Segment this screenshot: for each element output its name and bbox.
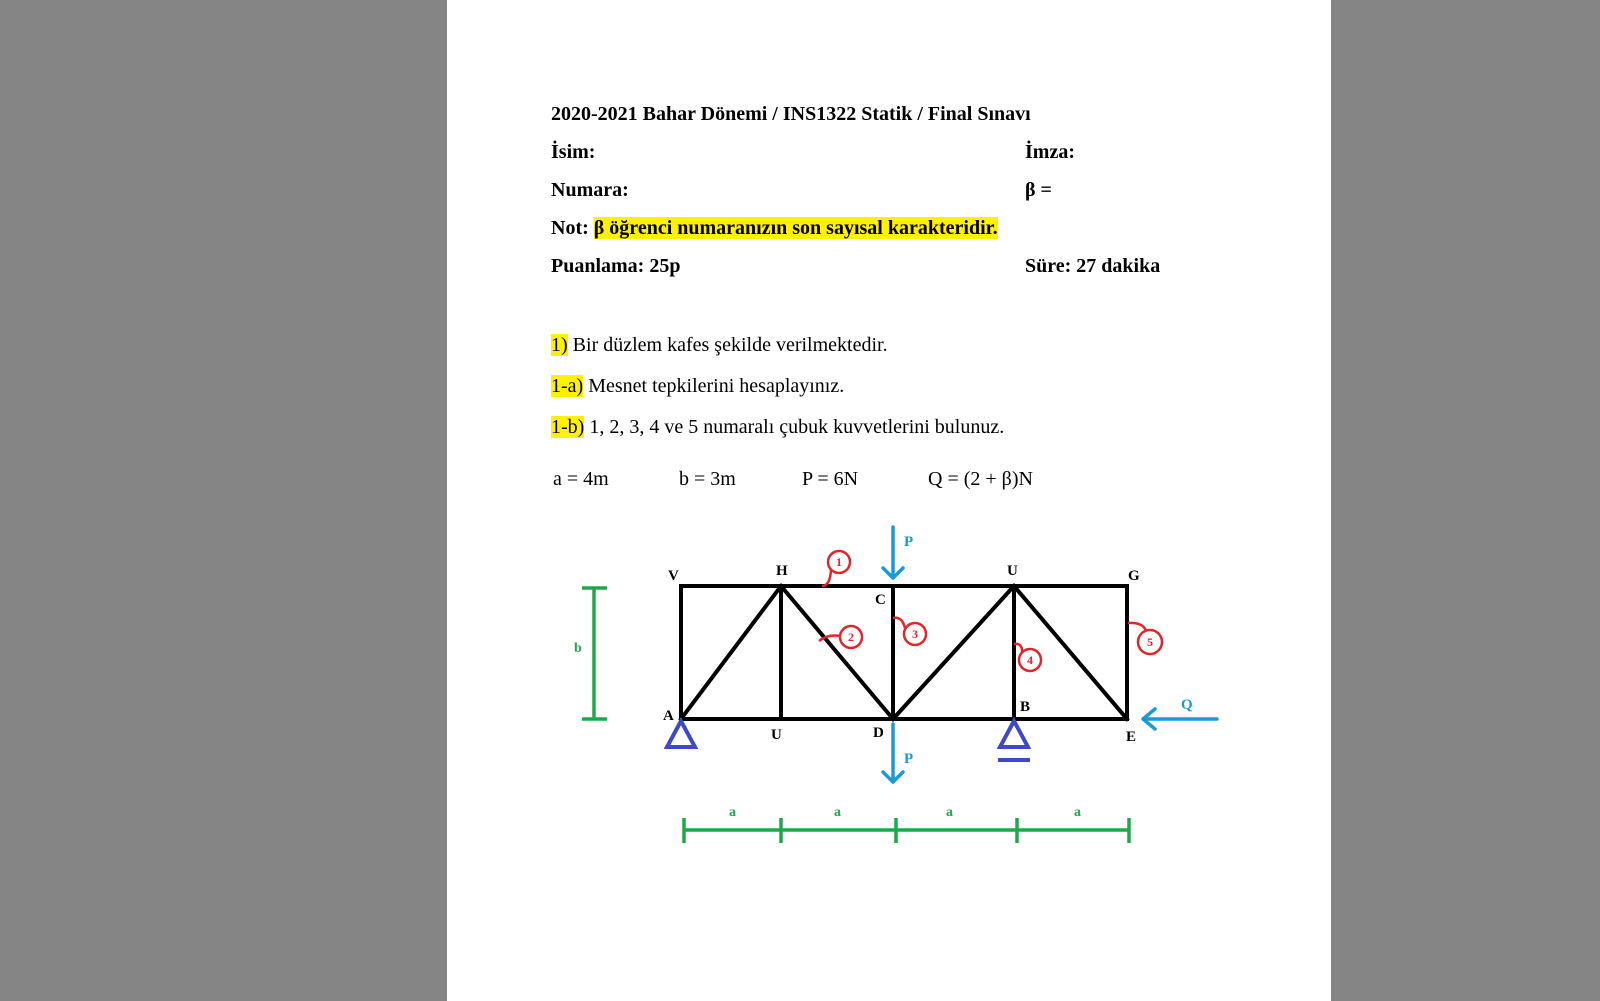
support-a <box>667 721 695 747</box>
node-u-bottom-label: U <box>771 727 782 743</box>
node-h-label: H <box>776 563 788 579</box>
support-b <box>998 721 1030 760</box>
dimension-b-label: b <box>574 641 582 656</box>
member-5-label: 5 <box>1147 635 1153 649</box>
name-label: İsim: <box>551 141 596 163</box>
load-q-arrow <box>1143 709 1217 729</box>
node-e-label: E <box>1126 729 1137 745</box>
exam-title: 2020-2021 Bahar Dönemi / INS1322 Statik / Final Sınavı <box>551 103 1031 125</box>
dimension-a3-label: a <box>946 805 953 820</box>
node-g-label: G <box>1128 568 1140 584</box>
member-2-label: 2 <box>848 630 854 644</box>
load-q-label: Q <box>1181 697 1193 713</box>
question-1b-text: 1, 2, 3, 4 ve 5 numaralı çubuk kuvvetlerini bulunuz. <box>589 416 1005 438</box>
signature-label: İmza: <box>1025 141 1075 163</box>
load-p-bottom-label: P <box>904 751 914 767</box>
exam-page <box>447 0 1331 1001</box>
note-text: β öğrenci numaranızın son sayısal karakteridir. <box>593 217 998 239</box>
member-1-label: 1 <box>836 555 842 569</box>
member-4-label: 4 <box>1027 653 1033 667</box>
dimension-a2-label: a <box>834 805 841 820</box>
load-p-top-arrow <box>883 527 903 578</box>
load-p-top-label: P <box>904 534 914 550</box>
node-b-label: B <box>1020 699 1031 715</box>
param-p: P = 6N <box>802 468 859 490</box>
dimension-b <box>582 588 607 719</box>
score-label: Puanlama: 25p <box>551 255 681 277</box>
node-c-label: C <box>875 592 886 608</box>
node-d-label: D <box>873 725 884 741</box>
question-1b-number: 1-b) <box>551 416 585 438</box>
dimension-a1-label: a <box>729 805 736 820</box>
node-u-top-label: U <box>1007 563 1018 579</box>
dimension-a4-label: a <box>1074 805 1081 820</box>
truss-diagram <box>447 0 1331 1001</box>
time-label: Süre: 27 dakika <box>1025 255 1161 277</box>
truss-members <box>681 586 1127 719</box>
load-p-bottom-arrow <box>883 724 903 782</box>
note-label: Not: <box>551 217 589 239</box>
truss-diagonal-du <box>893 586 1014 719</box>
node-a-label: A <box>663 708 674 724</box>
member-3-label: 3 <box>912 627 918 641</box>
question-1a-number: 1-a) <box>551 375 584 397</box>
question-1-text: Bir düzlem kafes şekilde verilmektedir. <box>572 334 888 356</box>
param-a: a = 4m <box>553 468 609 490</box>
param-q: Q = (2 + β)N <box>928 468 1033 490</box>
question-1a-text: Mesnet tepkilerini hesaplayınız. <box>588 375 845 397</box>
dimension-a <box>684 818 1129 843</box>
truss-diagonal-ah <box>681 586 781 719</box>
question-1-number: 1) <box>551 334 568 356</box>
param-b: b = 3m <box>679 468 736 490</box>
number-label: Numara: <box>551 179 629 201</box>
beta-label: β = <box>1025 179 1052 201</box>
node-v-label: V <box>668 568 679 584</box>
